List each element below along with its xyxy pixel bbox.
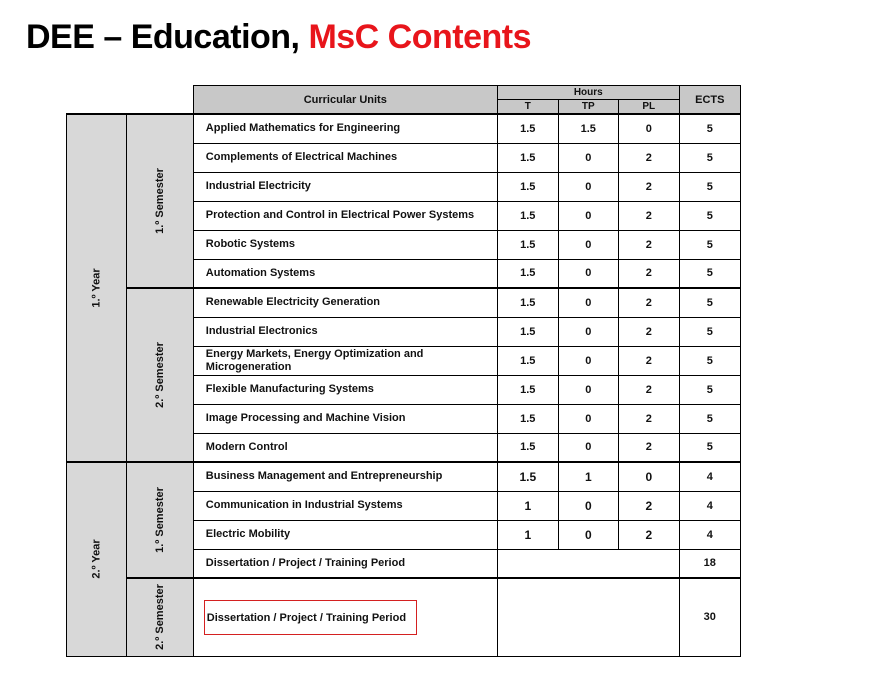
hours-tp: 0 bbox=[558, 143, 618, 172]
hours-pl: 2 bbox=[618, 491, 679, 520]
unit-name: Energy Markets, Energy Optimization and Microgeneration bbox=[193, 346, 497, 375]
hours-t: 1.5 bbox=[497, 404, 558, 433]
hours-t: 1 bbox=[497, 491, 558, 520]
hours-t: 1.5 bbox=[497, 143, 558, 172]
ects-value: 18 bbox=[679, 549, 740, 578]
unit-name: Image Processing and Machine Vision bbox=[193, 404, 497, 433]
highlighted-unit-name: Dissertation / Project / Training Period bbox=[204, 600, 417, 635]
ects-value: 5 bbox=[679, 317, 740, 346]
unit-name: Applied Mathematics for Engineering bbox=[193, 114, 497, 143]
year-2 bbox=[67, 462, 127, 656]
hours-t: 1.5 bbox=[497, 230, 558, 259]
ects-value: 5 bbox=[679, 114, 740, 143]
hours-tp: 0 bbox=[558, 201, 618, 230]
hours-t: 1.5 bbox=[497, 346, 558, 375]
hours-pl: 2 bbox=[618, 288, 679, 317]
table-row bbox=[67, 288, 741, 317]
year-1 bbox=[67, 114, 127, 462]
hours-pl: 2 bbox=[618, 259, 679, 288]
year2-semester-1 bbox=[127, 462, 194, 578]
unit-name: Communication in Industrial Systems bbox=[193, 491, 497, 520]
hours-tp: 0 bbox=[558, 317, 618, 346]
header-tp: TP bbox=[558, 100, 618, 115]
hours-pl: 2 bbox=[618, 346, 679, 375]
hours-t: 1.5 bbox=[497, 114, 558, 143]
unit-name: Electric Mobility bbox=[193, 520, 497, 549]
hours-pl: 0 bbox=[618, 462, 679, 491]
year1-semester-2 bbox=[127, 288, 194, 462]
unit-name: Industrial Electronics bbox=[193, 317, 497, 346]
header-pl: PL bbox=[618, 100, 679, 115]
header-curricular-units: Curricular Units bbox=[193, 86, 497, 115]
page-title bbox=[26, 18, 531, 57]
hours-t: 1.5 bbox=[497, 201, 558, 230]
hours-pl: 2 bbox=[618, 433, 679, 462]
unit-name: Renewable Electricity Generation bbox=[193, 288, 497, 317]
year1-semester-1 bbox=[127, 114, 194, 288]
unit-name: Industrial Electricity bbox=[193, 172, 497, 201]
ects-value: 5 bbox=[679, 404, 740, 433]
year-1-label: 1.º Year bbox=[90, 268, 103, 308]
unit-name: Complements of Electrical Machines bbox=[193, 143, 497, 172]
unit-name: Dissertation / Project / Training Period bbox=[193, 549, 497, 578]
unit-name: Modern Control bbox=[193, 433, 497, 462]
hours-tp: 0 bbox=[558, 259, 618, 288]
hours-tp: 0 bbox=[558, 433, 618, 462]
year1-semester-2-label: 2.º Semester bbox=[153, 342, 166, 408]
hours-pl: 2 bbox=[618, 520, 679, 549]
ects-value: 5 bbox=[679, 346, 740, 375]
curriculum-table bbox=[66, 85, 741, 657]
year1-semester-1-label: 1.º Semester bbox=[153, 168, 166, 234]
hours-pl: 0 bbox=[618, 114, 679, 143]
unit-name-cell bbox=[193, 578, 497, 656]
ects-value: 5 bbox=[679, 288, 740, 317]
title-accent: MsC Contents bbox=[308, 18, 532, 56]
unit-name: Robotic Systems bbox=[193, 230, 497, 259]
hours-tp: 0 bbox=[558, 404, 618, 433]
hours-tp: 0 bbox=[558, 230, 618, 259]
ects-value: 5 bbox=[679, 143, 740, 172]
year2-semester-1-label: 1.º Semester bbox=[153, 487, 166, 553]
hours-pl: 2 bbox=[618, 230, 679, 259]
ects-value: 5 bbox=[679, 433, 740, 462]
unit-name: Business Management and Entrepreneurship bbox=[193, 462, 497, 491]
ects-value: 4 bbox=[679, 520, 740, 549]
hours-t: 1.5 bbox=[497, 462, 558, 491]
table-row bbox=[67, 462, 741, 491]
year2-semester-2 bbox=[127, 578, 194, 656]
ects-value: 5 bbox=[679, 230, 740, 259]
hours-t: 1.5 bbox=[497, 375, 558, 404]
unit-name: Automation Systems bbox=[193, 259, 497, 288]
table-row bbox=[67, 114, 741, 143]
year-2-label: 2.º Year bbox=[90, 539, 103, 579]
hours-tp: 0 bbox=[558, 375, 618, 404]
curriculum-table-body bbox=[67, 86, 741, 657]
hours-pl: 2 bbox=[618, 375, 679, 404]
hours-pl: 2 bbox=[618, 143, 679, 172]
hours-tp: 1.5 bbox=[558, 114, 618, 143]
ects-value: 30 bbox=[679, 578, 740, 656]
header-ects: ECTS bbox=[679, 86, 740, 115]
unit-name: Protection and Control in Electrical Power Systems bbox=[193, 201, 497, 230]
hours-pl: 2 bbox=[618, 172, 679, 201]
year2-semester-2-label: 2.º Semester bbox=[153, 584, 166, 651]
header-spacer bbox=[67, 86, 194, 115]
hours-tp: 0 bbox=[558, 491, 618, 520]
ects-value: 5 bbox=[679, 172, 740, 201]
ects-value: 5 bbox=[679, 375, 740, 404]
hours-tp: 0 bbox=[558, 346, 618, 375]
hours-t: 1.5 bbox=[497, 172, 558, 201]
unit-name: Flexible Manufacturing Systems bbox=[193, 375, 497, 404]
hours-pl: 2 bbox=[618, 404, 679, 433]
hours-tp: 1 bbox=[558, 462, 618, 491]
hours-tp: 0 bbox=[558, 520, 618, 549]
header-t: T bbox=[497, 100, 558, 115]
hours-tp: 0 bbox=[558, 288, 618, 317]
hours-empty bbox=[497, 578, 679, 656]
hours-empty bbox=[497, 549, 679, 578]
title-main: DEE – Education, bbox=[26, 18, 300, 56]
hours-tp: 0 bbox=[558, 172, 618, 201]
header-hours: Hours bbox=[497, 86, 679, 100]
ects-value: 5 bbox=[679, 259, 740, 288]
table-row bbox=[67, 578, 741, 656]
hours-t: 1.5 bbox=[497, 317, 558, 346]
hours-pl: 2 bbox=[618, 317, 679, 346]
ects-value: 4 bbox=[679, 491, 740, 520]
hours-t: 1.5 bbox=[497, 288, 558, 317]
ects-value: 5 bbox=[679, 201, 740, 230]
hours-pl: 2 bbox=[618, 201, 679, 230]
ects-value: 4 bbox=[679, 462, 740, 491]
hours-t: 1 bbox=[497, 520, 558, 549]
hours-t: 1.5 bbox=[497, 259, 558, 288]
hours-t: 1.5 bbox=[497, 433, 558, 462]
